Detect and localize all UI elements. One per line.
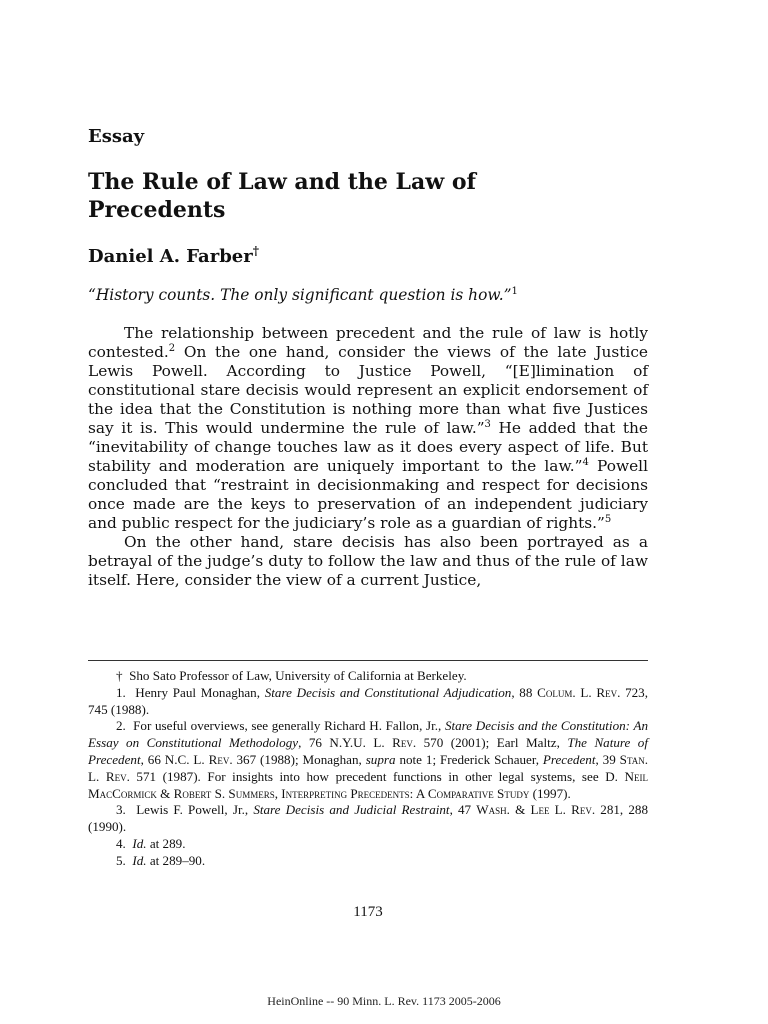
- footnote-4-signal: Id.: [132, 835, 147, 851]
- footnote-2-article-title: The Nature of Precedent: [88, 735, 648, 767]
- footnote-2-text: , 39: [595, 751, 620, 767]
- footnote-dagger: [88, 668, 648, 685]
- footnote-1-text: 723, 745 (1988).: [88, 684, 648, 717]
- footnote-2-text: For useful overviews, see generally Richard H. Fallon, Jr.,: [133, 718, 445, 734]
- footnote-4-text: at 289.: [146, 835, 186, 851]
- author-footnote-mark: †: [252, 244, 259, 258]
- paragraph-2: On the other hand, stare decisis has also been portrayed as a betrayal of the judge’s duty to follow the law and thus of the rule of law itself. Here, consider the view of a current Justice,: [88, 533, 648, 589]
- footnote-2-text: note 1; Frederick Schauer,: [395, 751, 543, 767]
- footnote-2-text: 570 (2001); Earl Maltz,: [416, 735, 568, 751]
- heinonline-watermark: HeinOnline -- 90 Minn. L. Rev. 1173 2005-2006: [267, 994, 501, 1008]
- footnote-3-text: Lewis F. Powell, Jr.,: [136, 802, 254, 818]
- footnote-3-journal: Wash. & Lee L. Rev.: [476, 802, 596, 818]
- paragraph-1: [88, 324, 648, 533]
- epigraph-text: “History counts. The only significant question is how.”: [88, 286, 512, 305]
- footnote-2-journal: Rev.: [392, 735, 417, 751]
- footnote-5-number: 5.: [116, 852, 126, 868]
- footnote-dagger-mark: †: [116, 668, 123, 683]
- footnote-ref-5: 5: [604, 513, 612, 525]
- epigraph-footnote-ref: 1: [511, 286, 518, 297]
- p1-sentence-2: On the one hand, consider the views of the late Justice Lewis Powell. According to Justice Powell, “[E]limination of constitutional stare decisis would represent an explicit endorsement of the idea that the Constitution is nothing more than what five Justices say it is. This would undermine the rule of law.”: [88, 343, 648, 437]
- footnote-1-text: , 88: [511, 684, 538, 700]
- footnote-1-journal: Colum. L. Rev.: [537, 684, 621, 700]
- footnote-3-number: 3.: [116, 802, 126, 818]
- footnote-ref-4: 4: [582, 456, 589, 468]
- title-line-2: Precedents: [88, 197, 226, 223]
- author-name: Daniel A. Farber: [88, 246, 253, 267]
- footnote-2-article-title: Precedent: [542, 751, 596, 767]
- section-label: Essay: [88, 126, 145, 147]
- footnote-2-text: 571 (1987). For insights into how precedent functions in other legal systems, see D.: [129, 768, 625, 784]
- footnote-2-signal: supra: [365, 751, 396, 767]
- page-number: 1173: [353, 904, 383, 920]
- body-text: [88, 324, 648, 590]
- footnote-2-text: 367 (1988); Monaghan,: [232, 751, 366, 767]
- journal-page: [88, 0, 648, 1024]
- footnote-3: [88, 802, 648, 836]
- footnote-5: [88, 853, 648, 870]
- footnote-3-article-title: Stare Decisis and Judicial Restraint: [253, 802, 450, 818]
- footnote-ref-2: 2: [168, 342, 176, 354]
- footnote-1-text: Henry Paul Monaghan,: [135, 684, 265, 700]
- footnotes: [88, 668, 648, 870]
- footnote-2-text: , 66 N.C. L.: [140, 751, 209, 767]
- footnote-1: [88, 685, 648, 719]
- footnote-ref-3: 3: [484, 418, 491, 430]
- footnote-1-number: 1.: [116, 684, 126, 700]
- article-title: [88, 168, 648, 224]
- footnote-2-article-title: Stare Decisis and the Constitution: An Essay on Constitutional Methodology: [88, 718, 648, 751]
- footnote-5-text: at 289–90.: [146, 852, 206, 868]
- footnote-2-number: 2.: [116, 718, 126, 734]
- footnote-4-number: 4.: [116, 835, 126, 851]
- footnote-2-text: (1997).: [529, 785, 571, 801]
- author-byline: [88, 244, 259, 267]
- footnote-2-journal: Stan. L. Rev.: [88, 751, 649, 784]
- p1-sentence-3: He added that the “inevitability of change touches law as it does every aspect of life. But stability and moderation are uniquely important to the law.”: [88, 419, 649, 475]
- epigraph: [88, 286, 648, 304]
- footnote-5-signal: Id.: [132, 852, 147, 868]
- footnote-divider: [88, 660, 648, 661]
- footnote-4: [88, 836, 648, 853]
- title-line-1: The Rule of Law and the Law of: [88, 169, 476, 195]
- p1-sentence-1: The relationship between precedent and the rule of law is hotly contested.: [88, 324, 648, 361]
- footnote-dagger-text: Sho Sato Professor of Law, University of California at Berkeley.: [129, 668, 467, 683]
- footnote-2-text: , 76 N.Y.U. L.: [298, 735, 393, 751]
- footnote-3-text: 281, 288 (1990).: [88, 802, 649, 835]
- p1-sentence-4: Powell concluded that “restraint in decisionmaking and respect for decisions once made are the keys to preservation of an independent judiciary and public respect for the judiciary’s role as a guardian of rights.”: [88, 457, 648, 532]
- footnote-2-book-title: Neil MacCormick & Robert S. Summers, Interpreting Precedents: A Comparative Study: [88, 768, 648, 801]
- footnote-2: [88, 718, 648, 802]
- footnote-3-text: , 47: [449, 802, 477, 818]
- footnote-2-journal: Rev.: [208, 751, 233, 767]
- footnote-1-article-title: Stare Decisis and Constitutional Adjudication: [264, 684, 512, 700]
